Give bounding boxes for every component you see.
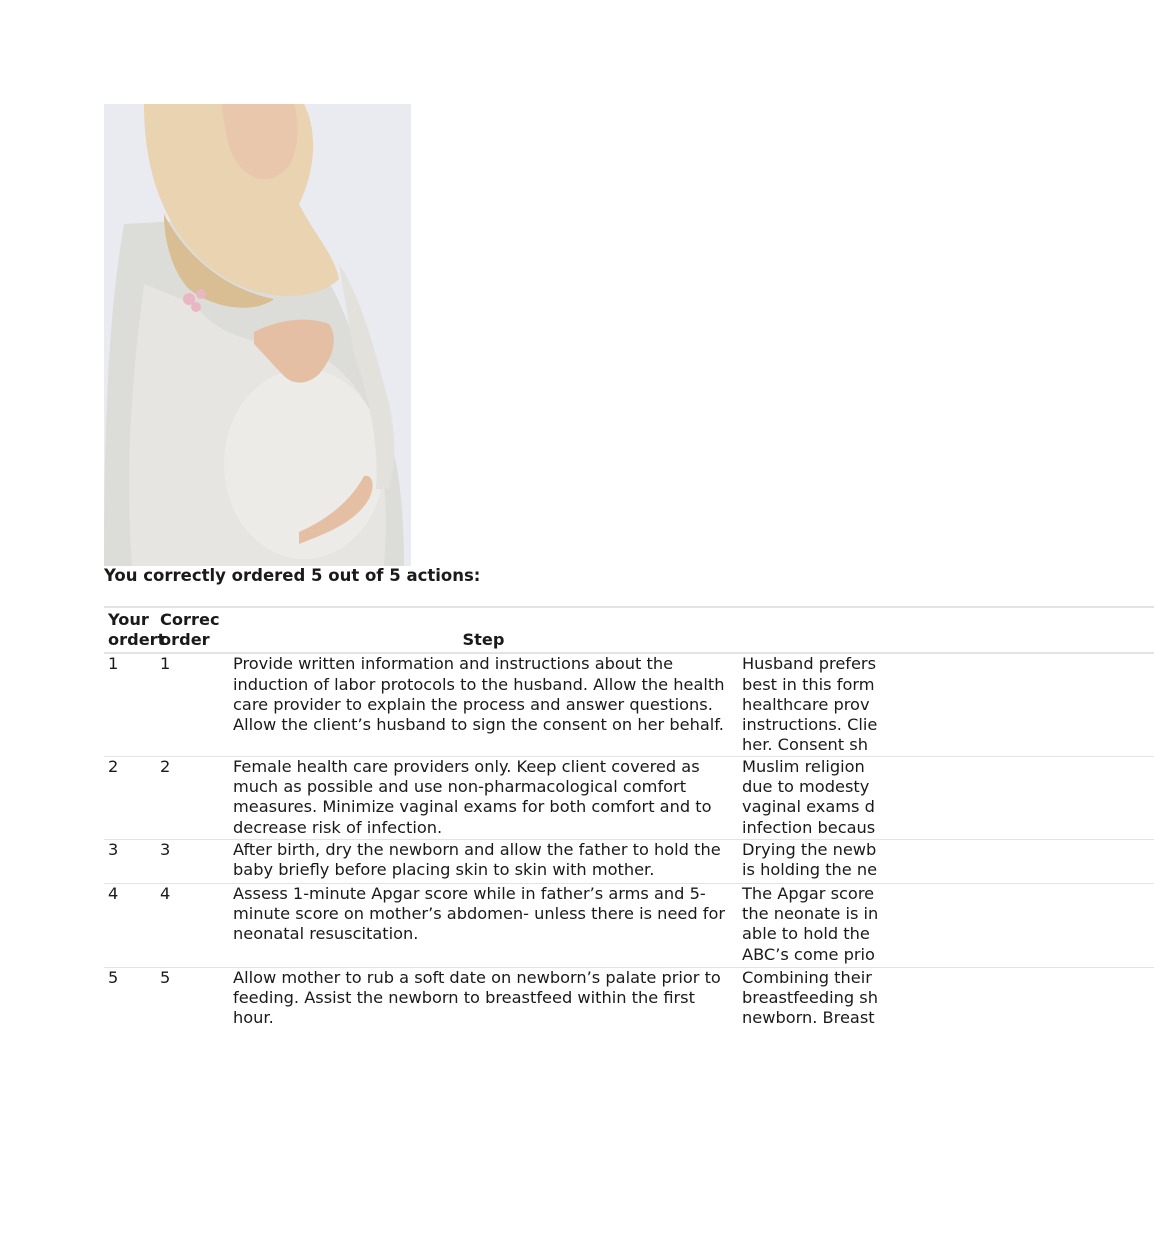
cell-correct-order: 5 — [160, 967, 171, 987]
rationale-line: instructions. Clie — [742, 715, 878, 735]
rationale-line: Combining their — [742, 967, 872, 987]
rationale-line: able to hold the — [742, 924, 870, 944]
rationale-line: The Apgar score — [742, 883, 875, 903]
cell-step: Assess 1-minute Apgar score while in father’s arms and 5-minute score on mother’s abdomen- unless there is need for neonatal resuscitation. — [233, 883, 726, 944]
rationale-line: Drying the newb — [742, 839, 877, 859]
header-your-line2: ordert — [108, 630, 166, 650]
rationale-line: best in this form — [742, 674, 875, 694]
rationale-line: healthcare prov — [742, 694, 870, 714]
cell-rationale — [738, 967, 1154, 1028]
cell-step: Allow mother to rub a soft date on newborn’s palate prior to feeding. Assist the newborn to breastfeed within the first hour. — [233, 967, 721, 1028]
rationale-line: vaginal exams d — [742, 797, 875, 817]
header-correct-line1: Correc — [160, 610, 220, 629]
cell-correct-order: 2 — [160, 756, 171, 776]
header-your-order — [104, 607, 166, 653]
header-rationale — [738, 607, 1154, 653]
rationale-line: is holding the ne — [742, 860, 878, 880]
table-row — [104, 839, 1154, 883]
table-header-row — [104, 607, 1154, 653]
cell-your-order: 2 — [108, 756, 119, 776]
actions-table-container — [104, 606, 880, 1046]
cell-rationale — [738, 883, 1154, 967]
rationale-line: breastfeeding sh — [742, 988, 878, 1008]
rationale-line: Husband prefers — [742, 654, 877, 674]
pregnant-woman-photo — [104, 104, 411, 566]
pregnant-woman-illustration — [104, 104, 411, 566]
cell-step: Provide written information and instructions about the induction of labor protocols to the husband. Allow the health care provider to explain the process and answer questions. Allow the client’s husband to sign the consent on her behalf. — [233, 654, 725, 735]
header-correct-order — [156, 607, 229, 653]
cell-your-order: 4 — [108, 883, 119, 903]
rationale-line: the neonate is in — [742, 904, 879, 924]
cell-step: Female health care providers only. Keep client covered as much as possible and use non-pharmacological comfort measures. Minimize vaginal exams for both comfort and to decrease risk of infection. — [233, 756, 712, 837]
table-row — [104, 883, 1154, 967]
cell-rationale — [738, 839, 1154, 883]
rationale-line: ABC’s come prio — [742, 944, 875, 964]
cell-correct-order: 1 — [160, 654, 171, 674]
cell-your-order: 5 — [108, 967, 119, 987]
rationale-line: Muslim religion — [742, 756, 865, 776]
table-row — [104, 653, 1154, 756]
rationale-line: due to modesty — [742, 777, 870, 797]
rationale-line: infection becaus — [742, 817, 876, 837]
table-row — [104, 967, 1154, 1028]
rationale-line: her. Consent sh — [742, 735, 868, 755]
header-your-line1: Your — [108, 610, 149, 629]
cell-rationale — [738, 653, 1154, 756]
rationale-line: newborn. Breast — [742, 1008, 875, 1028]
cell-step: After birth, dry the newborn and allow the father to hold the baby briefly before placing skin to skin with mother. — [233, 839, 721, 880]
header-correct-line2: order — [160, 630, 210, 650]
cell-your-order: 3 — [108, 839, 119, 859]
cell-correct-order: 3 — [160, 839, 171, 859]
cell-correct-order: 4 — [160, 883, 171, 903]
header-step: Step — [462, 630, 505, 650]
table-row — [104, 756, 1154, 839]
result-heading: You correctly ordered 5 out of 5 actions: — [104, 566, 481, 585]
cell-your-order: 1 — [108, 654, 119, 674]
cell-rationale — [738, 756, 1154, 839]
actions-table — [104, 606, 1154, 1029]
